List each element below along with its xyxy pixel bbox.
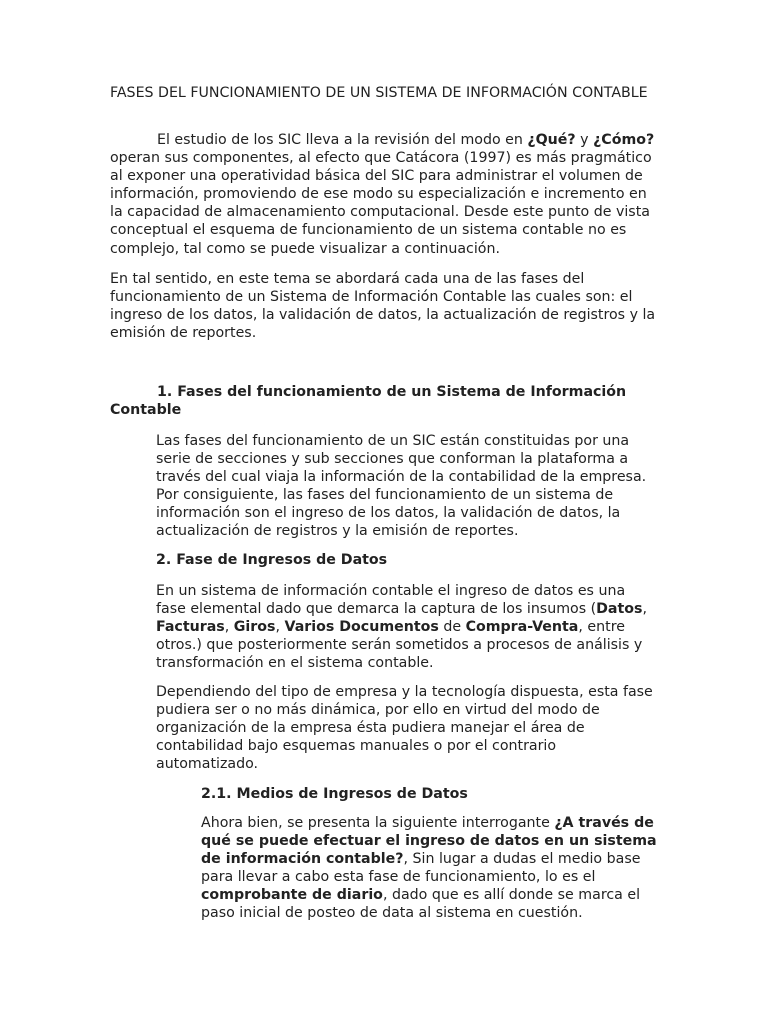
- section-2-heading: 2. Fase de Ingresos de Datos: [156, 552, 388, 568]
- intro-bold-como: ¿Cómo?: [593, 132, 655, 148]
- s2p1-text-5: de: [438, 619, 466, 636]
- s2p1-bold-facturas: Facturas: [156, 619, 225, 636]
- section-1-heading: 1. Fases del funcionamiento de un Sistema de Información Contable: [110, 384, 627, 419]
- section-2-1-paragraph: [201, 814, 661, 923]
- s2p1-text-4: ,: [275, 619, 285, 636]
- s2p1-bold-datos: Datos: [596, 601, 643, 618]
- s2p1-bold-compra-venta: Compra-Venta: [465, 619, 579, 636]
- section-2-paragraph-2: Dependiendo del tipo de empresa y la tecnología dispuesta, esta fase pudiera ser o no más dinámica, por ello en virtud del modo de organización de la empresa ésta pudiera manejar el área de contabilidad bajo esquemas manuales o por el contrario automatizado.: [156, 684, 653, 773]
- intro-text-1: El estudio de los SIC lleva a la revisión del modo en: [157, 132, 528, 148]
- s2p1-text-1: En un sistema de información contable el ingreso de datos es una fase elemental dado que demarca la captura de los insumos (: [156, 583, 626, 618]
- intro-text-2: y: [575, 132, 594, 148]
- s2p1-text-2: ,: [642, 601, 647, 618]
- section-2-paragraph-1: [156, 582, 656, 672]
- document-title: FASES DEL FUNCIONAMIENTO DE UN SISTEMA DE INFORMACIÓN CONTABLE: [110, 85, 648, 101]
- intro-bold-que: ¿Qué?: [527, 132, 576, 148]
- s2p1-bold-giros: Giros: [233, 619, 276, 636]
- s2p1-text-6: , entre otros.) que posteriormente serán sometidos a procesos de análisis y transformación en el sistema contable.: [156, 619, 643, 672]
- s21-text-2: , Sin lugar a dudas el medio base para llevar a cabo esta fase de funcionamiento, lo es el: [201, 851, 641, 886]
- s21-bold-question: ¿A través de qué se puede efectuar el ingreso de datos en un sistema de información contable?: [201, 815, 657, 868]
- s2p1-text-3: ,: [224, 619, 234, 636]
- s21-bold-comprobante: comprobante de diario: [201, 887, 383, 904]
- second-paragraph: En tal sentido, en este tema se abordará cada una de las fases del funcionamiento de un Sistema de Información Contable las cuales son: el ingreso de los datos, la validación de datos, la actualización de registros y la emisión de reportes.: [110, 271, 656, 342]
- intro-paragraph: [110, 131, 658, 258]
- section-2-1-heading: 2.1. Medios de Ingresos de Datos: [201, 786, 468, 802]
- section-1-body: Las fases del funcionamiento de un SIC están constituidas por una serie de secciones y sub secciones que conforman la plataforma a través del cual viaja la información de la contabilidad de la empresa. Por consiguiente, las fases del funcionamiento de un sistema de información son el ingreso de los datos, la validación de datos, la actualización de registros y la emisión de reportes.: [156, 433, 647, 540]
- intro-text-3: operan sus componentes, al efecto que Catácora (1997) es más pragmático al exponer una operatividad básica del SIC para administrar el volumen de información, promoviendo de ese modo su especialización e incremento en la capacidad de almacenamiento computacional. Desde este punto de vista conceptual el esquema de funcionamiento de un sistema contable no es complejo, tal como se puede visualizar a continuación.: [110, 150, 652, 257]
- s21-text-3: , dado que es allí donde se marca el paso inicial de posteo de data al sistema en cuestión.: [201, 887, 641, 922]
- s21-text-1: Ahora bien, se presenta la siguiente interrogante: [201, 815, 555, 831]
- s2p1-bold-varios-documentos: Varios Documentos: [284, 619, 439, 636]
